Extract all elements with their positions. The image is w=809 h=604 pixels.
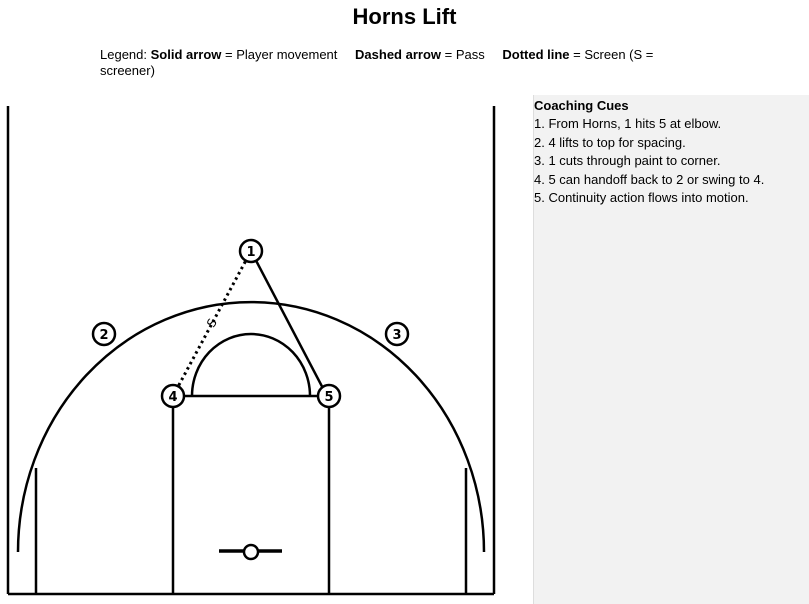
legend-dotted-desc: = Screen (S = screener) (100, 47, 654, 78)
player-4 (162, 385, 184, 407)
three-point-arc (18, 302, 484, 552)
legend (100, 47, 680, 79)
coaching-cues-list (534, 115, 809, 208)
coaching-cue-item: 4. 5 can handoff back to 2 or swing to 4. (534, 171, 765, 187)
player-1-cut-line (251, 251, 327, 396)
player-2 (93, 323, 115, 345)
player-1-label: 1 (246, 245, 256, 260)
play-title: Horns Lift (352, 4, 457, 29)
legend-solid-term: Solid arrow (150, 47, 222, 62)
player-3-label: 3 (392, 328, 402, 343)
player-3 (386, 323, 408, 345)
player-1 (240, 240, 262, 262)
legend-solid-desc: = Player movement (225, 47, 338, 62)
player-4-label: 4 (168, 390, 178, 405)
coaching-cue-item: 3. 1 cuts through paint to corner. (534, 153, 721, 168)
half-court-diagram (0, 98, 520, 604)
coaching-cue-item: 1. From Horns, 1 hits 5 at elbow. (534, 116, 722, 131)
legend-dotted-term: Dotted line (502, 47, 570, 62)
coaching-cues-panel (533, 95, 809, 604)
coaching-cue-item: 2. 4 lifts to top for spacing. (534, 134, 686, 150)
screen-marker: S (204, 316, 220, 330)
coaching-cues-title: Coaching Cues (534, 98, 629, 113)
coaching-cue-item: 5. Continuity action flows into motion. (534, 190, 749, 205)
rim (244, 545, 258, 559)
free-throw-circle (192, 334, 310, 396)
player-2-label: 2 (99, 328, 109, 343)
player-5-label: 5 (324, 390, 334, 405)
legend-prefix: Legend: (100, 47, 147, 62)
player-5 (318, 385, 340, 407)
legend-dashed-term: Dashed arrow (355, 47, 442, 62)
legend-dashed-desc: = Pass (444, 47, 485, 62)
